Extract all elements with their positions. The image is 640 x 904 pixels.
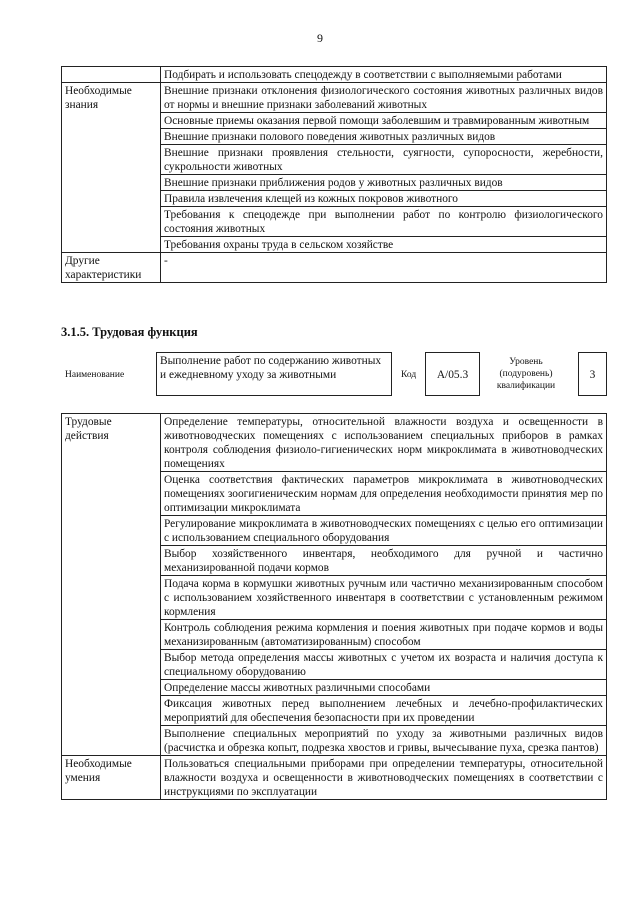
row-text: Требования охраны труда в сельском хозяйстве [161, 237, 607, 253]
row-text: Фиксация животных перед выполнением лечебных и лечебно-профилактических мероприятий для обеспечения безопасности при их проведении [161, 696, 607, 726]
row-text: Подбирать и использовать спецодежду в соответствии с выполняемыми работами [161, 67, 607, 83]
row-text: Определение массы животных различными способами [161, 680, 607, 696]
table-row [62, 67, 607, 83]
name-label: Наименование [65, 370, 125, 380]
row-text: Контроль соблюдения режима кормления и поения животных при подаче кормов и воды механизированным (автоматизированным) способом [161, 620, 607, 650]
actions-table [61, 413, 607, 800]
row-text: Правила извлечения клещей из кожных покровов животного [161, 191, 607, 207]
row-text: Пользоваться специальными приборами при определении температуры, относительной влажности воздуха и освещенности в животноводческих помещениях в соответствии с инструкциями по эксплуатации [161, 756, 607, 800]
row-text: Определение температуры, относительной влажности воздуха и освещенности в животноводческих помещениях с использованием специальных приборов в рамках контроля соблюдения физиоло-гигиенических норм микроклимата в животноводческих помещениях [161, 414, 607, 472]
section-heading: 3.1.5. Трудовая функция [61, 325, 198, 339]
row-label: Другие характеристики [62, 253, 161, 283]
row-text: Регулирование микроклимата в животноводческих помещениях с целью его оптимизации с использованием специального оборудования [161, 516, 607, 546]
code-value: A/05.3 [425, 352, 480, 396]
row-text: Внешние признаки приближения родов у животных различных видов [161, 175, 607, 191]
table-row [62, 414, 607, 472]
table-row [62, 253, 607, 283]
row-text: - [161, 253, 607, 283]
row-text: Внешние признаки отклонения физиологического состояния животных различных видов от нормы и внешние признаки заболеваний животных [161, 83, 607, 113]
name-value: Выполнение работ по содержанию животных и ежедневному уходу за животными [156, 352, 392, 396]
row-text: Подача корма в кормушки животных ручным или частично механизированным способом с использованием хозяйственного инвентаря в соответствии с установленным режимом кормления [161, 576, 607, 620]
level-value: 3 [578, 352, 607, 396]
row-text: Оценка соответствия фактических параметров микроклимата в животноводческих помещениях зоогигиеническим нормам для определения необходимости принятия мер по оптимизации микроклимата [161, 472, 607, 516]
table-row [62, 756, 607, 800]
row-text: Выбор хозяйственного инвентаря, необходимого для ручной и частично механизированной подачи кормов [161, 546, 607, 576]
function-header [61, 352, 607, 400]
row-text: Требования к спецодежде при выполнении работ по контролю физиологического состояния животных [161, 207, 607, 237]
table-row [62, 83, 607, 113]
row-label: Трудовые действия [62, 414, 161, 756]
row-label [62, 67, 161, 83]
knowledge-table [61, 66, 607, 283]
code-label: Код [401, 370, 417, 380]
row-text: Выбор метода определения массы животных с учетом их возраста и наличия доступа к специальному оборудованию [161, 650, 607, 680]
row-label: Необходимые умения [62, 756, 161, 800]
level-label: Уровень (подуровень) квалификации [496, 357, 556, 391]
row-text: Выполнение специальных мероприятий по уходу за животными различных видов (расчистка и обрезка копыт, подрезка хвостов и гривы, вычесывание пуха, срезка пантов) [161, 726, 607, 756]
row-label: Необходимые знания [62, 83, 161, 253]
row-text: Внешние признаки проявления стельности, суягности, супоросности, жеребности, сукрольности животных [161, 145, 607, 175]
page-number: 9 [317, 31, 323, 45]
row-text: Основные приемы оказания первой помощи заболевшим и травмированным животным [161, 113, 607, 129]
row-text: Внешние признаки полового поведения животных различных видов [161, 129, 607, 145]
